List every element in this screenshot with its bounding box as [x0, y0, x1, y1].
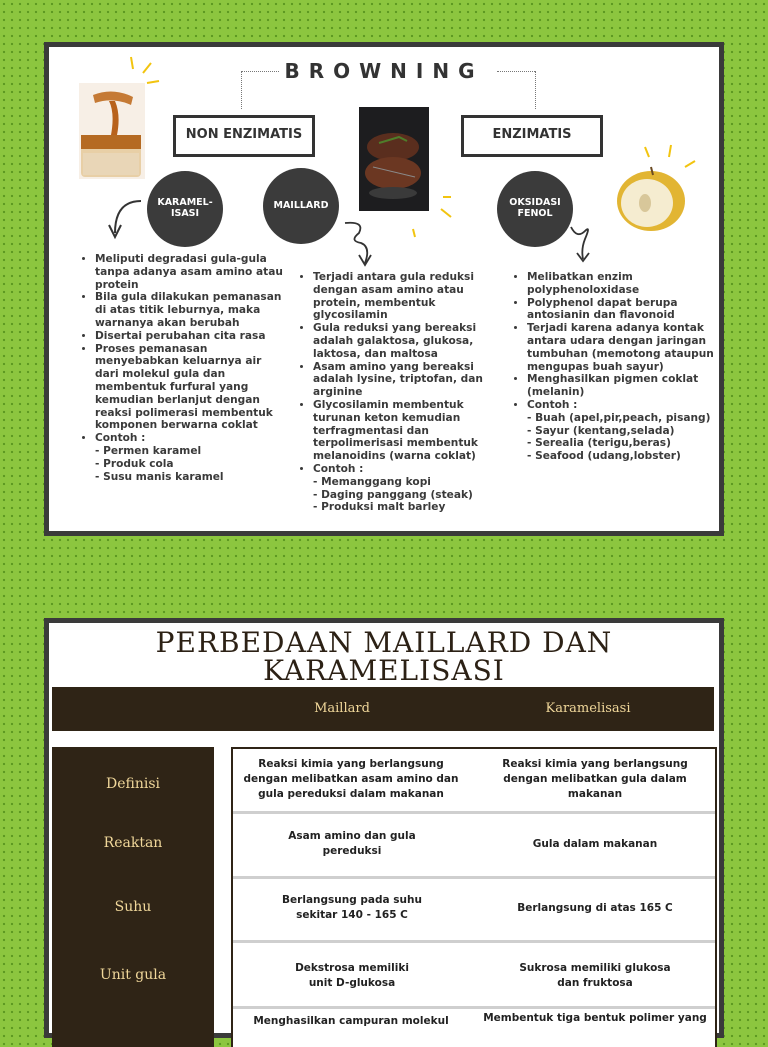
- comparison-panel: [44, 618, 724, 1038]
- comparison-title-line2: KARAMELISASI: [263, 654, 505, 687]
- cell-unit-gula-maillard: Dekstrosa memiliki unit D-glukosa: [295, 962, 409, 989]
- oksidasi-circle-label: OKSIDASI FENOL: [509, 197, 561, 219]
- connector-right: [497, 71, 535, 72]
- list-item: • Proses pemanasan menyebabkan keluarnya air dari molekul gula dan membentuk furfural yang kemudian berlanjut dengan reaksi polimerasi membentuk komponen berwarna coklat: [95, 343, 283, 433]
- connector-left: [241, 71, 279, 72]
- cell-reaktan-karamelisasi: Gula dalam makanan: [532, 838, 658, 850]
- example-heading: Contoh :: [527, 398, 578, 411]
- row-divider: [233, 940, 715, 943]
- maillard-list: [299, 271, 495, 514]
- cell-unit-gula-karamelisasi: Sukrosa memiliki glukosa dan fruktosa: [519, 962, 671, 989]
- row-divider: [233, 811, 715, 814]
- karamelisasi-circle: [147, 171, 223, 247]
- curly-arrow-icon-center: [341, 219, 375, 267]
- browning-panel: [44, 42, 724, 536]
- maillard-circle: [263, 168, 339, 244]
- row-divider: [233, 1006, 715, 1009]
- cell-row5-karamelisasi: Membentuk tiga bentuk polimer yang: [483, 1012, 707, 1024]
- browning-title: BROWNING: [284, 59, 484, 83]
- list-item: • Glycosilamin membentuk turunan keton kemudian terfragmentasi dan terpolimerisasi membentuk melanoidins (warna coklat): [313, 399, 495, 463]
- row-label-definisi: Definisi: [105, 776, 160, 792]
- list-item: • Terjadi antara gula reduksi dengan asam amino atau protein, membentuk glycosilamin: [313, 271, 495, 322]
- list-item: • Melibatkan enzim polyphenoloxidase: [527, 271, 717, 297]
- example-item: - Sayur (kentang,selada): [527, 424, 675, 437]
- example-item: - Seafood (udang,lobster): [527, 450, 681, 463]
- example-item: - Memanggang kopi: [313, 475, 431, 488]
- karamelisasi-circle-label: KARAMEL- ISASI: [157, 197, 213, 219]
- row-divider: [233, 876, 715, 879]
- example-item: - Produk cola: [95, 457, 174, 470]
- enzimatis-list: [513, 271, 717, 463]
- example-item: - Produksi malt barley: [313, 501, 446, 514]
- comparison-title-line1: PERBEDAAN MAILLARD DAN: [155, 626, 613, 659]
- row-label-reaktan: Reaktan: [103, 835, 163, 851]
- sparkle-decoration-right: [637, 143, 697, 183]
- list-item: [95, 432, 283, 483]
- list-item: • Polyphenol dapat berupa antosianin dan flavonoid: [527, 297, 717, 323]
- list-item: • Menghasilkan pigmen coklat (melanin): [527, 373, 717, 399]
- comparison-title: [49, 626, 719, 687]
- non-enzimatis-box: NON ENZIMATIS: [173, 115, 315, 157]
- row-label-unit-gula: Unit gula: [99, 967, 167, 983]
- list-item: • Bila gula dilakukan pemanasan di atas titik leburnya, maka warnanya akan berubah: [95, 291, 283, 329]
- sparkle-decoration-center: [405, 183, 455, 239]
- table-header-bar: [52, 687, 714, 731]
- comparison-table: [231, 747, 717, 1047]
- example-heading: Contoh :: [95, 432, 146, 445]
- list-item: [527, 399, 717, 463]
- connector-left-down: [241, 71, 242, 109]
- curved-arrow-icon-left: [105, 197, 145, 241]
- enzimatis-box: ENZIMATIS: [461, 115, 603, 157]
- oksidasi-fenol-circle: [497, 171, 573, 247]
- connector-right-down: [535, 71, 536, 109]
- list-item: • Meliputi degradasi gula-gula tanpa adanya asam amino atau protein: [95, 253, 283, 291]
- cell-suhu-karamelisasi: Berlangsung di atas 165 C: [517, 902, 673, 914]
- cell-row5-maillard: Menghasilkan campuran molekul: [253, 1015, 449, 1027]
- list-item: • Asam amino yang bereaksi adalah lysine, triptofan, dan arginine: [313, 361, 495, 399]
- caramel-photo: [79, 83, 145, 179]
- karamelisasi-list: [81, 253, 283, 483]
- maillard-circle-label: MAILLARD: [273, 199, 329, 211]
- example-item: - Susu manis karamel: [95, 470, 224, 483]
- cell-definisi-karamelisasi: Reaksi kimia yang berlangsung dengan melibatkan gula dalam makanan: [502, 758, 688, 800]
- row-label-suhu: Suhu: [114, 899, 152, 915]
- cell-reaktan-maillard: Asam amino dan gula pereduksi: [288, 830, 416, 857]
- example-item: - Buah (apel,pir,peach, pisang): [527, 411, 711, 424]
- example-item: - Permen karamel: [95, 444, 202, 457]
- example-heading: Contoh :: [313, 462, 364, 475]
- column-header-karamelisasi: Karamelisasi: [545, 701, 631, 716]
- sparkle-decoration-left: [119, 55, 169, 95]
- list-item: [313, 463, 495, 514]
- row-label-column: [52, 747, 214, 1047]
- curly-arrow-icon-right: [567, 223, 597, 263]
- list-item: • Terjadi karena adanya kontak antara udara dengan jaringan tumbuhan (memotong ataupun mengupas buah sayur): [527, 322, 717, 373]
- example-item: - Daging panggang (steak): [313, 488, 473, 501]
- list-item: • Disertai perubahan cita rasa: [95, 330, 283, 343]
- example-item: - Serealia (terigu,beras): [527, 437, 671, 450]
- cell-definisi-maillard: Reaksi kimia yang berlangsung dengan melibatkan asam amino dan gula pereduksi dalam makanan: [243, 758, 459, 800]
- list-item: • Gula reduksi yang bereaksi adalah galaktosa, glukosa, laktosa, dan maltosa: [313, 322, 495, 360]
- column-header-maillard: Maillard: [314, 701, 370, 716]
- cell-suhu-maillard: Berlangsung pada suhu sekitar 140 - 165 C: [282, 894, 422, 921]
